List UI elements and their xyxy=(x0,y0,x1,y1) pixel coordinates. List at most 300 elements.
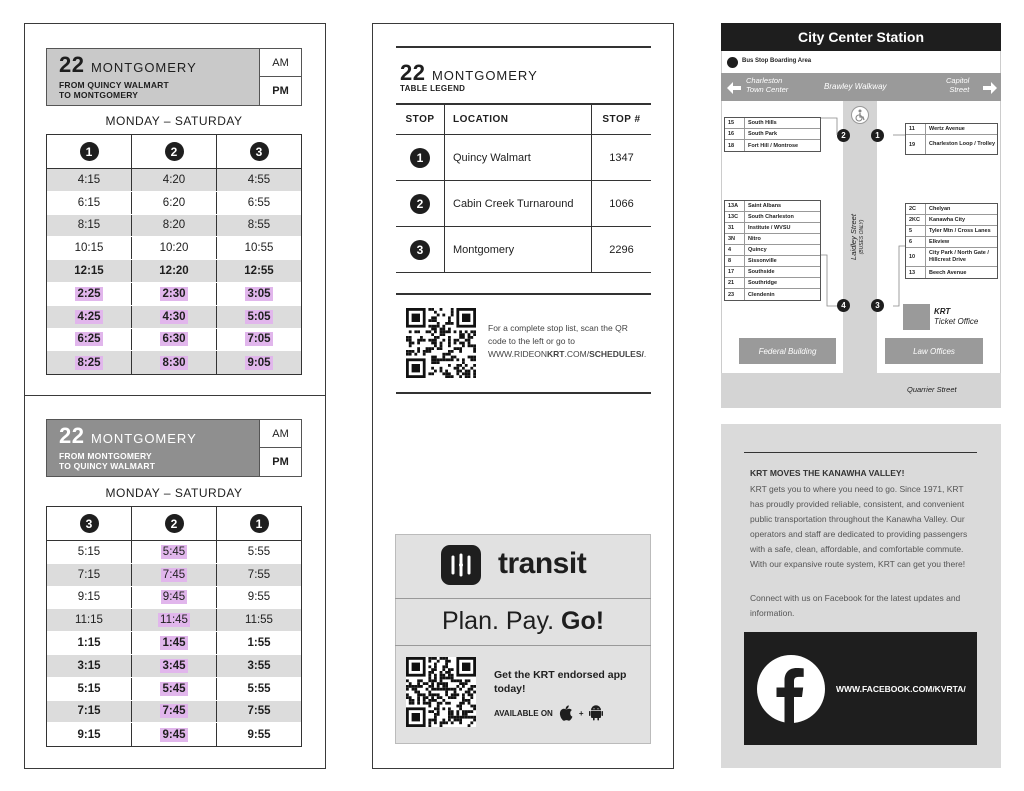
route-destination: Wertz Avenue xyxy=(929,126,965,132)
transit-logo-icon xyxy=(441,545,481,585)
time-cell xyxy=(47,351,131,374)
time-cell xyxy=(47,632,131,654)
schedule-2-header xyxy=(46,419,302,477)
route-number: 2KC xyxy=(906,215,926,225)
schedule-row xyxy=(47,306,301,329)
time-cell xyxy=(216,564,301,586)
time-cell xyxy=(131,237,216,259)
schedule-row xyxy=(47,283,301,306)
route-list-row xyxy=(725,245,820,256)
departure-time: 10:15 xyxy=(74,242,104,255)
departure-time: 7:15 xyxy=(77,568,101,581)
time-cell xyxy=(131,632,216,654)
time-cell xyxy=(47,541,131,563)
url-part: . xyxy=(643,349,647,359)
route-list-row xyxy=(725,278,820,289)
departure-time: 7:45 xyxy=(162,568,186,581)
schedule-row xyxy=(47,260,301,283)
departure-time: 12:15 xyxy=(74,265,104,278)
direction-line: TO QUINCY WALMART xyxy=(59,461,156,471)
am-label: AM xyxy=(260,49,301,77)
departure-time: 7:15 xyxy=(77,705,101,718)
schedule-row xyxy=(47,192,301,215)
url-brand: KRT xyxy=(547,349,565,359)
departure-time: 11:55 xyxy=(245,614,273,627)
time-cell xyxy=(47,192,131,214)
time-cell xyxy=(216,587,301,609)
schedule-2-route xyxy=(59,423,197,449)
departure-time: 6:30 xyxy=(162,333,186,346)
legend-location: Montgomery xyxy=(444,227,591,272)
ticket-office-box xyxy=(903,304,930,330)
time-cell xyxy=(131,306,216,328)
departure-time: 5:55 xyxy=(247,545,271,558)
time-cell xyxy=(131,169,216,191)
legend-route xyxy=(400,60,538,86)
stop-number-badge: 3 xyxy=(410,240,430,260)
route-number: 3N xyxy=(725,234,745,244)
departure-time: 4:25 xyxy=(77,310,101,323)
route-number: 21 xyxy=(725,278,745,288)
route-number: 10 xyxy=(906,248,926,266)
departure-time: 1:15 xyxy=(77,637,101,650)
route-list-row xyxy=(725,140,820,151)
departure-time: 6:20 xyxy=(162,196,186,209)
departure-time: 9:05 xyxy=(247,356,271,369)
schedule-1-table xyxy=(46,134,302,375)
route-destination: South Hills xyxy=(748,120,777,126)
time-cell xyxy=(47,723,131,746)
route-list-row xyxy=(725,223,820,234)
route-list-row xyxy=(725,256,820,267)
direction-line: TO MONTGOMERY xyxy=(59,90,139,100)
departure-time: 3:45 xyxy=(162,659,186,672)
direction-line: FROM QUINCY WALMART xyxy=(59,80,169,90)
schedule-row xyxy=(47,655,301,678)
map-stop-2[interactable]: 2 xyxy=(837,129,850,142)
departure-time: 5:15 xyxy=(77,545,101,558)
departure-time: 7:55 xyxy=(247,705,271,718)
route-destination: Quincy xyxy=(748,247,767,253)
route-number: 22 xyxy=(400,60,426,85)
schedule-row xyxy=(47,678,301,701)
time-cell xyxy=(131,215,216,237)
stop-column-header xyxy=(131,135,216,168)
about-body: KRT gets you to where you need to go. Since 1971, KRT has proudly provided reliable, consistent, and convenient public transportation throughout the Kanawha Valley. Our operators and staff are dedicated to providing passengers with a safe, clean, affordable, and comfortable commute. With our expansive route system, KRT can get you there! xyxy=(750,484,968,569)
departure-time: 8:25 xyxy=(77,356,101,369)
departure-time: 4:30 xyxy=(162,310,186,323)
schedule-2-direction xyxy=(59,451,155,471)
route-destination: Saint Albans xyxy=(748,203,782,209)
departure-time: 11:15 xyxy=(75,614,103,627)
route-list-row xyxy=(725,267,820,278)
street-name: Laidley Street xyxy=(849,214,858,260)
stop-column-header xyxy=(47,135,131,168)
departure-time: 6:15 xyxy=(77,196,101,209)
schedule-row xyxy=(47,329,301,352)
schedule-row xyxy=(47,564,301,587)
time-cell xyxy=(216,329,301,351)
schedule-1-route xyxy=(59,52,197,78)
available-on xyxy=(494,705,603,721)
time-cell xyxy=(131,587,216,609)
departure-time: 12:55 xyxy=(244,265,274,278)
route-destination: Tyler Mtn / Cross Lanes xyxy=(929,228,991,234)
route-destination: Fort Hill / Montrose xyxy=(748,142,799,149)
legend-stop-number: 2296 xyxy=(591,227,651,272)
route-list-row xyxy=(906,248,997,267)
qr-note-line: For a complete stop list, scan the QR xyxy=(488,323,628,333)
schedule-1-days: MONDAY – SATURDAY xyxy=(105,114,243,128)
departure-time: 7:55 xyxy=(247,568,271,581)
stop-1-route-list xyxy=(905,123,998,155)
departure-time: 5:45 xyxy=(162,545,186,558)
departure-time: 7:45 xyxy=(162,705,186,718)
stop-number-badge: 3 xyxy=(80,514,99,533)
time-cell xyxy=(47,655,131,677)
schedule-stop-header xyxy=(47,507,301,541)
schedule-row xyxy=(47,723,301,746)
schedule-1-header xyxy=(46,48,302,106)
schedule-row xyxy=(47,541,301,564)
schedules-link[interactable] xyxy=(488,348,646,361)
departure-time: 2:25 xyxy=(77,287,101,300)
stop-2-route-list xyxy=(724,117,821,152)
departure-time: 12:20 xyxy=(159,265,189,278)
route-destination: Charleston Loop / Trolley xyxy=(929,141,996,147)
departure-time: 5:15 xyxy=(77,682,101,695)
route-number: 11 xyxy=(906,124,926,134)
schedule-qr-code[interactable] xyxy=(406,308,476,378)
time-cell xyxy=(47,329,131,351)
transit-slogan xyxy=(395,607,651,636)
route-number: 23 xyxy=(725,289,745,300)
bus-stop-legend-label: Bus Stop Boarding Area xyxy=(742,58,812,64)
stop-4-route-list xyxy=(724,200,821,301)
map-stop-3[interactable]: 3 xyxy=(871,299,884,312)
route-list-row xyxy=(725,289,820,300)
departure-time: 9:55 xyxy=(247,728,271,741)
stop-number-badge: 3 xyxy=(250,142,269,161)
time-cell xyxy=(216,541,301,563)
direction-line: FROM MONTGOMERY xyxy=(59,451,152,461)
route-number: 15 xyxy=(725,118,745,128)
time-cell xyxy=(47,306,131,328)
legend-table xyxy=(396,103,651,273)
time-cell xyxy=(216,283,301,305)
arrow-line: Town Center xyxy=(746,85,789,94)
time-cell xyxy=(216,701,301,723)
departure-time: 9:15 xyxy=(77,728,101,741)
time-cell xyxy=(131,283,216,305)
available-label: AVAILABLE ON xyxy=(494,708,553,718)
departure-time: 9:15 xyxy=(77,591,101,604)
route-destination: South Charleston xyxy=(748,214,794,220)
stop-number-badge: 1 xyxy=(250,514,269,533)
route-number: 18 xyxy=(725,140,745,151)
route-name: MONTGOMERY xyxy=(90,60,197,75)
legend-stop-cell xyxy=(396,227,444,272)
route-number: 2C xyxy=(906,204,926,214)
federal-building: Federal Building xyxy=(739,338,836,364)
time-cell xyxy=(47,564,131,586)
pm-label: PM xyxy=(272,85,289,97)
route-list-row xyxy=(906,215,997,226)
law-offices: Law Offices xyxy=(885,338,983,364)
plus-sign: + xyxy=(578,708,584,718)
departure-time: 3:15 xyxy=(77,659,101,672)
time-cell xyxy=(131,723,216,746)
route-number: 5 xyxy=(906,226,926,236)
stop-number-badge: 1 xyxy=(80,142,99,161)
route-destination: Sissonville xyxy=(748,258,777,264)
legend-stop-cell xyxy=(396,181,444,226)
arrow-line: Charleston xyxy=(746,76,783,85)
route-destination: Kanawha City xyxy=(929,217,966,223)
legend-stop-number: 1347 xyxy=(591,135,651,180)
cta-line: today! xyxy=(494,683,526,695)
departure-time: 1:45 xyxy=(162,637,186,650)
time-cell xyxy=(47,701,131,723)
route-list-row xyxy=(725,201,820,212)
schedule-row xyxy=(47,587,301,610)
about-heading: KRT MOVES THE KANAWHA VALLEY! xyxy=(750,468,905,478)
time-cell xyxy=(131,260,216,282)
time-cell xyxy=(216,260,301,282)
time-cell xyxy=(216,215,301,237)
route-list-row xyxy=(906,237,997,248)
departure-time: 4:55 xyxy=(247,173,271,186)
departure-time: 9:45 xyxy=(162,591,186,604)
schedule-row xyxy=(47,169,301,192)
time-cell xyxy=(47,215,131,237)
route-destination: Beech Avenue xyxy=(929,269,967,276)
departure-time: 8:55 xyxy=(247,219,271,232)
route-number: 4 xyxy=(725,245,745,255)
time-cell xyxy=(216,655,301,677)
map-stop-1[interactable]: 1 xyxy=(871,129,884,142)
route-list-row xyxy=(906,135,997,154)
departure-time: 5:45 xyxy=(162,682,186,695)
time-cell xyxy=(47,237,131,259)
schedule-stop-header xyxy=(47,135,301,169)
url-path: SCHEDULES/ xyxy=(589,349,644,359)
legend-row xyxy=(396,227,651,273)
route-destination: Institute / WVSU xyxy=(748,225,791,231)
qr-note-line: code to the left or go to xyxy=(488,336,575,346)
legend-location: Quincy Walmart xyxy=(444,135,591,180)
stop-column-header xyxy=(216,135,301,168)
qr-top-rule xyxy=(396,293,651,295)
route-list-row xyxy=(906,267,997,278)
apple-icon[interactable] xyxy=(559,705,573,721)
departure-time: 10:20 xyxy=(159,242,189,255)
stop-number-badge: 2 xyxy=(165,514,184,533)
quarrier-street-label: Quarrier Street xyxy=(907,385,957,394)
departure-time: 9:55 xyxy=(247,591,271,604)
schedule-2-days: MONDAY – SATURDAY xyxy=(105,486,243,500)
legend-location: Cabin Creek Turnaround xyxy=(444,181,591,226)
facebook-url[interactable]: WWW.FACEBOOK.COM/KVRTA/ xyxy=(836,684,966,694)
schedule-row xyxy=(47,237,301,260)
route-number: 13 xyxy=(906,267,926,278)
krt-label: KRT xyxy=(934,307,951,316)
arrow-line: Capitol xyxy=(946,76,970,85)
route-number: 31 xyxy=(725,223,745,233)
route-destination: Nitro xyxy=(748,236,761,242)
route-list-row xyxy=(906,204,997,215)
stop-number-badge: 1 xyxy=(410,148,430,168)
route-number: 17 xyxy=(725,267,745,277)
departure-time: 10:55 xyxy=(244,242,274,255)
stop-column-header xyxy=(216,507,301,540)
departure-time: 2:30 xyxy=(162,287,186,300)
route-destination: Clendenin xyxy=(748,291,775,298)
time-cell xyxy=(47,609,131,631)
time-cell xyxy=(131,701,216,723)
departure-time: 8:30 xyxy=(162,356,186,369)
stop-column-header xyxy=(47,507,131,540)
qr-bottom-rule xyxy=(396,392,651,394)
route-number: 16 xyxy=(725,129,745,139)
stop-number-badge: 2 xyxy=(165,142,184,161)
route-name: MONTGOMERY xyxy=(90,431,197,446)
time-cell xyxy=(47,587,131,609)
qr-note xyxy=(488,322,646,361)
schedule-row xyxy=(47,701,301,724)
facebook-note: Connect with us on Facebook for the latest updates and information. xyxy=(750,593,961,618)
brawley-walkway-label: Brawley Walkway xyxy=(824,82,887,91)
arrow-line: Street xyxy=(949,85,970,94)
schedule-row xyxy=(47,632,301,655)
schedule-row xyxy=(47,215,301,238)
route-number: 6 xyxy=(906,237,926,247)
route-list-row xyxy=(725,234,820,245)
departure-time: 4:20 xyxy=(162,173,186,186)
map-stop-4[interactable]: 4 xyxy=(837,299,850,312)
facebook-icon[interactable] xyxy=(757,655,825,723)
legend-top-rule xyxy=(396,46,651,48)
route-destination: Chelyan xyxy=(929,206,951,212)
slogan-bold: Go! xyxy=(561,607,605,635)
time-cell xyxy=(131,678,216,700)
departure-time: 3:05 xyxy=(247,287,271,300)
schedule-row xyxy=(47,351,301,374)
legend-row xyxy=(396,135,651,181)
departure-time: 8:20 xyxy=(162,219,186,232)
legend-header-cell: LOCATION xyxy=(444,105,591,134)
transit-divider xyxy=(395,645,651,646)
time-cell xyxy=(131,564,216,586)
time-cell xyxy=(47,678,131,700)
time-cell xyxy=(131,351,216,374)
time-cell xyxy=(216,723,301,746)
route-number: 8 xyxy=(725,256,745,266)
time-cell xyxy=(47,169,131,191)
legend-stop-cell xyxy=(396,135,444,180)
route-list-row xyxy=(725,118,820,129)
time-cell xyxy=(216,632,301,654)
route-number: 19 xyxy=(906,135,926,154)
route-destination: Southridge xyxy=(748,280,778,286)
route-destination: Elkview xyxy=(929,239,950,245)
map-title: City Center Station xyxy=(797,29,924,45)
schedule-2-title-box xyxy=(47,420,260,476)
route-number: 13A xyxy=(725,201,745,211)
departure-time: 7:05 xyxy=(247,333,271,346)
departure-time: 1:55 xyxy=(247,637,271,650)
cta-line: Get the KRT endorsed app xyxy=(494,669,627,681)
app-cta xyxy=(494,668,626,696)
route-list-row xyxy=(906,226,997,237)
about-rule xyxy=(744,452,977,453)
departure-time: 4:15 xyxy=(77,173,101,186)
route-list-row xyxy=(906,124,997,135)
schedule-divider xyxy=(24,395,326,396)
time-cell xyxy=(216,678,301,700)
schedule-2-table xyxy=(46,506,302,747)
route-name: MONTGOMERY xyxy=(431,68,538,83)
legend-stop-number: 1066 xyxy=(591,181,651,226)
route-destination: South Park xyxy=(748,131,778,137)
time-cell xyxy=(216,306,301,328)
transit-divider xyxy=(395,598,651,599)
time-cell xyxy=(216,351,301,374)
schedule-row xyxy=(47,609,301,632)
route-number: 13C xyxy=(725,212,745,222)
schedule-1-title-box xyxy=(47,49,260,105)
slogan-text: Plan. Pay. xyxy=(441,607,561,635)
legend-subtitle: TABLE LEGEND xyxy=(400,84,466,93)
buses-only: (BUSES ONLY) xyxy=(859,219,865,255)
departure-time: 9:45 xyxy=(162,728,186,741)
time-cell xyxy=(216,192,301,214)
route-number: 22 xyxy=(59,423,85,448)
time-cell xyxy=(216,609,301,631)
pm-label: PM xyxy=(272,456,289,468)
departure-time: 11:45 xyxy=(160,614,188,627)
app-qr-code[interactable] xyxy=(406,657,476,727)
legend-header-cell: STOP xyxy=(405,114,435,125)
time-cell xyxy=(131,541,216,563)
url-part: WWW.RIDEON xyxy=(488,349,548,359)
route-destination: City Park / North Gate / Hillcrest Drive xyxy=(929,250,989,263)
android-icon[interactable] xyxy=(589,705,603,721)
stop-number-badge: 2 xyxy=(410,194,430,214)
legend-header-cell: STOP # xyxy=(591,105,651,134)
am-label: AM xyxy=(260,420,301,448)
url-part: .COM/ xyxy=(564,349,590,359)
departure-time: 8:15 xyxy=(77,219,101,232)
ticket-office-label xyxy=(934,307,978,327)
route-destination: Southside xyxy=(748,269,775,275)
legend-header-row xyxy=(396,103,651,135)
time-cell xyxy=(131,192,216,214)
route-number: 22 xyxy=(59,52,85,77)
legend-row xyxy=(396,181,651,227)
schedule-1-direction xyxy=(59,80,169,100)
stop-column-header xyxy=(131,507,216,540)
stop-3-route-list xyxy=(905,203,998,279)
time-cell xyxy=(131,609,216,631)
transit-brand: transit xyxy=(498,547,587,580)
time-cell xyxy=(131,329,216,351)
time-cell xyxy=(47,283,131,305)
route-list-row xyxy=(725,212,820,223)
time-cell xyxy=(131,655,216,677)
departure-time: 6:55 xyxy=(247,196,271,209)
route-list-row xyxy=(725,129,820,140)
